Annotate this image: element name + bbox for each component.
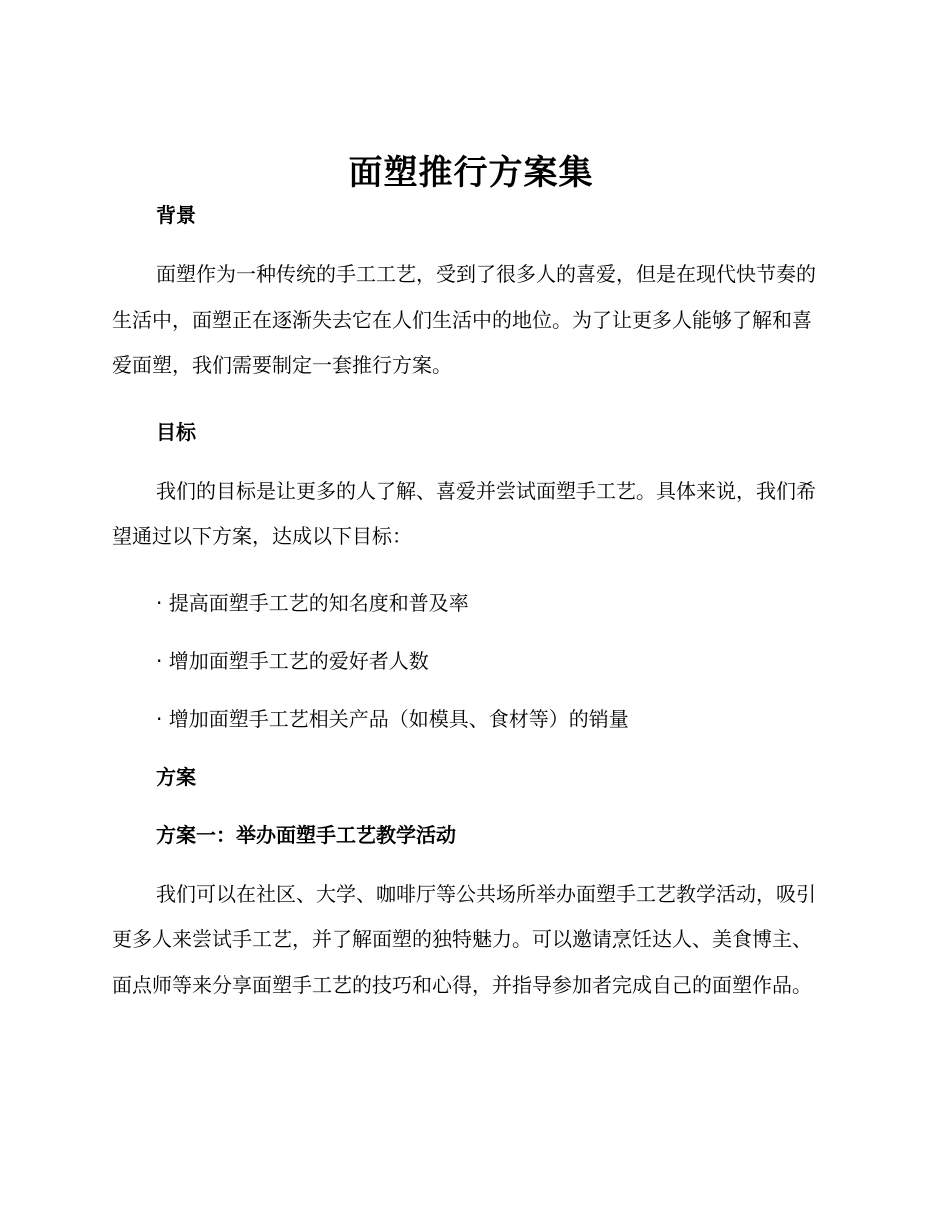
plan-one-heading: 方案一：举办面塑手工艺教学活动 xyxy=(156,822,456,847)
goal-bullet-item: · 提高面塑手工艺的知名度和普及率 xyxy=(156,590,469,615)
document-title: 面塑推行方案集 xyxy=(348,153,594,193)
background-heading: 背景 xyxy=(156,203,196,227)
document-page xyxy=(112,148,830,1008)
plan-heading: 方案 xyxy=(156,764,196,789)
goal-bullet-item: · 增加面塑手工艺的爱好者人数 xyxy=(156,648,429,673)
goal-bullet-item: · 增加面塑手工艺相关产品（如模具、食材等）的销量 xyxy=(156,706,629,731)
goal-paragraph: 我们的目标是让更多的人了解、喜爱并尝试面塑手工艺。具体来说，我们希望通过以下方案，达成以下目标： xyxy=(112,478,816,548)
background-paragraph: 面塑作为一种传统的手工工艺，受到了很多人的喜爱，但是在现代快节奏的生活中，面塑正在逐渐失去它在人们生活中的地位。为了让更多人能够了解和喜爱面塑，我们需要制定一套推行方案。 xyxy=(112,262,816,377)
goal-heading: 目标 xyxy=(156,419,196,444)
plan-one-paragraph: 我们可以在社区、大学、咖啡厅等公共场所举办面塑手工艺教学活动，吸引更多人来尝试手工艺，并了解面塑的独特魅力。可以邀请烹饪达人、美食博主、面点师等来分享面塑手工艺的技巧和心得，并指导参加者完成自己的面塑作品。 xyxy=(112,881,816,997)
